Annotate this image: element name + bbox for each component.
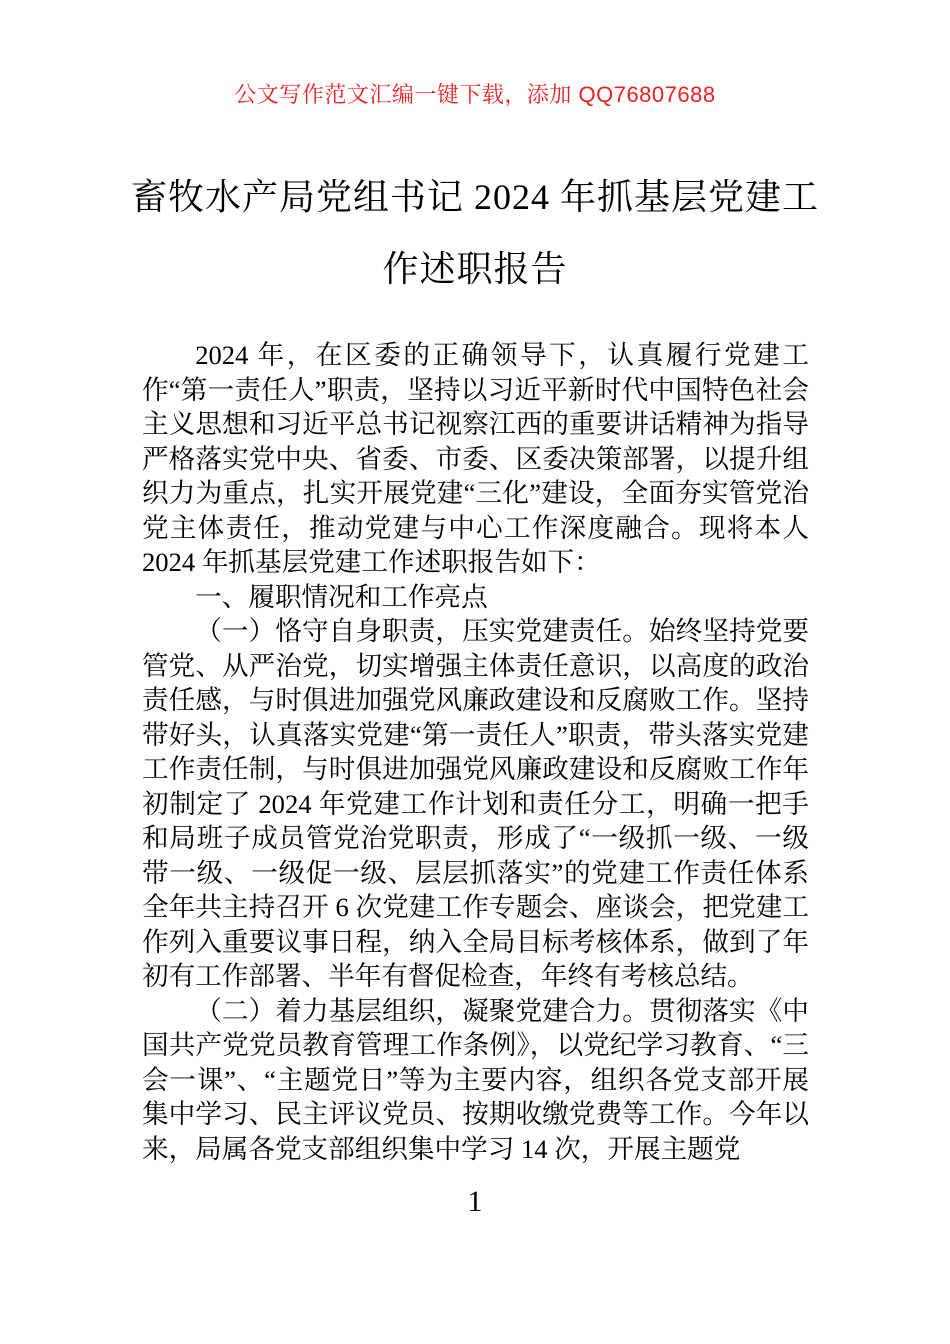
body-paragraph: 2024 年，在区委的正确领导下，认真履行党建工作“第一责任人”职责，坚持以习近平新时代中国特色社会主义思想和习近平总书记视察江西的重要讲话精神为指导严格落实党中央、省委、市委、区委决策部署，以提升组织力为重点，扎实开展党建“三化”建设，全面夯实管党治党主体责任，推动党建与中心工作深度融合。现将本人 2024 年抓基层党建工作述职报告如下： [142, 340, 809, 577]
document-title [0, 161, 950, 305]
section-heading: 一、履职情况和工作亮点 [195, 581, 488, 612]
document-body [142, 338, 809, 1166]
document-title-line-1: 畜牧水产局党组书记 2024 年抓基层党建工 [130, 177, 819, 217]
body-paragraph: （一）恪守自身职责，压实党建责任。始终坚持党要管党、从严治党，切实增强主体责任意识，以高度的政治责任感，与时俱进加强党风廉政建设和反腐败工作。坚持带好头，认真落实党建“第一责任人”职责，带头落实党建工作责任制，与时俱进加强党风廉政建设和反腐败工作年初制定了 2024 年党建工作计划和责任分工，明确一把手和局班子成员管党治党职责，形成了“一级抓一级、一级带一级、一级促一级、层层抓落实”的党建工作责任体系全年共主持召开 6 次党建工作专题会、座谈会，把党建工作列入重要议事日程，纳入全局目标考核体系，做到了年初有工作部署、半年有督促检查，年终有考核总结。 [142, 616, 809, 991]
document-title-line-2: 作述职报告 [382, 249, 568, 289]
header-notice: 公文写作范文汇编一键下载，添加 QQ76807688 [234, 82, 716, 107]
body-paragraph: （二）着力基层组织，凝聚党建合力。贯彻落实《中国共产党党员教育管理工作条例》，以党纪学习教育、“三会一课”、“主题党日”等为主要内容，组织各党支部开展集中学习、民主评议党员、按期收缴党费等工作。今年以来，局属各党支部组织集中学习 14 次，开展主题党 [142, 995, 809, 1164]
page-number: 1 [467, 1185, 483, 1218]
